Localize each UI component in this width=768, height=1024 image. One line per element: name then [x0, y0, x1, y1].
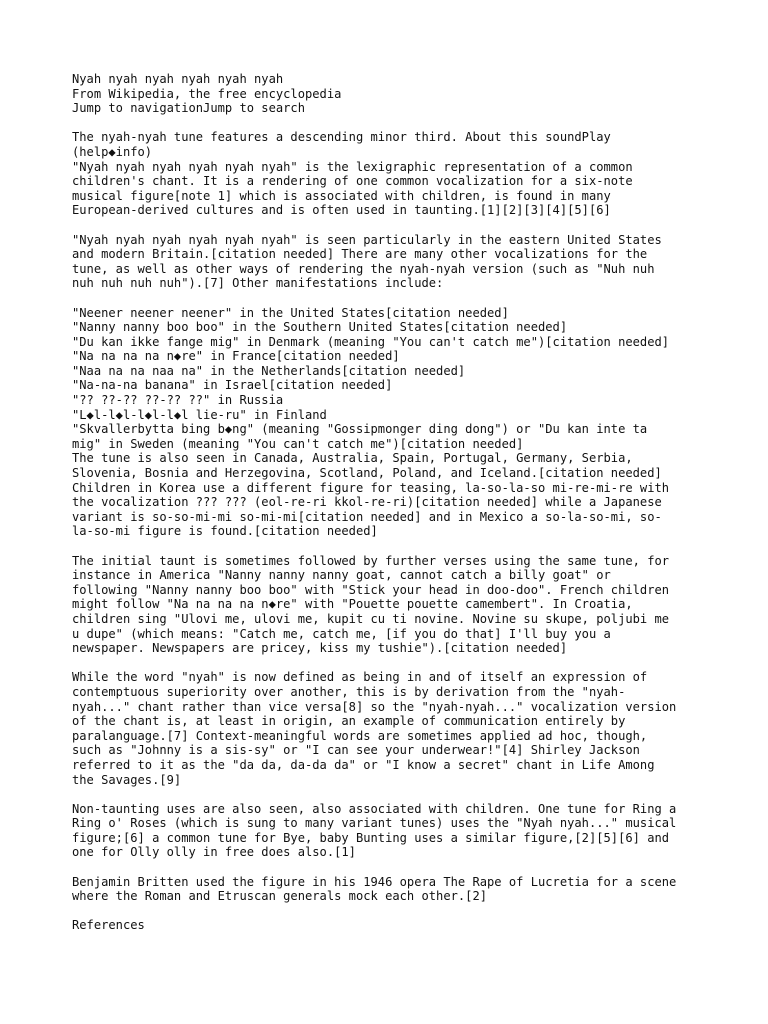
paragraph-gap	[72, 116, 712, 131]
text-line: "Nyah nyah nyah nyah nyah nyah" is seen particularly in the eastern United States	[72, 232, 662, 247]
paragraph-gap	[72, 904, 712, 919]
text-line: "Nyah nyah nyah nyah nyah nyah" is the lexigraphic representation of a common	[72, 159, 633, 174]
paragraph	[72, 670, 712, 787]
text-line: following "Nanny nanny boo boo" with "Stick your head in doo-doo". French children	[72, 582, 670, 597]
text-line: "Naa na na naa na" in the Netherlands[citation needed]	[72, 363, 466, 378]
text-line: the vocalization ??? ??? (eol-re-ri kkol-re-ri)[citation needed] while a Japanese	[72, 495, 662, 510]
text-line: Children in Korea use a different figure for teasing, la-so-la-so mi-re-mi-re with	[72, 480, 670, 495]
article-header	[72, 72, 712, 116]
text-line: tune, as well as other ways of rendering the nyah-nyah version (such as "Nuh nuh	[72, 261, 655, 276]
document-body	[72, 72, 712, 933]
jump-links: Jump to navigationJump to search	[72, 101, 305, 116]
text-line: and modern Britain.[citation needed] There are many other vocalizations for the	[72, 247, 648, 262]
text-line: contemptuous superiority over another, this is by derivation from the "nyah-	[72, 684, 626, 699]
text-line: "Na na na na n◆re" in France[citation needed]	[72, 349, 400, 364]
text-line: "Na-na-na banana" in Israel[citation needed]	[72, 378, 393, 393]
text-line: children sing "Ulovi me, ulovi me, kupit cu ti novine. Novine su skupe, poljubi me	[72, 611, 670, 626]
text-line: paralanguage.[7] Context-meaningful words are sometimes applied ad hoc, though,	[72, 728, 648, 743]
paragraph-gap	[72, 860, 712, 875]
text-line: Slovenia, Bosnia and Herzegovina, Scotland, Poland, and Iceland.[citation needed]	[72, 466, 662, 481]
text-line: References	[72, 918, 145, 933]
text-line: musical figure[note 1] which is associated with children, is found in many	[72, 188, 611, 203]
paragraph-gap	[72, 291, 712, 306]
paragraph	[72, 233, 712, 291]
text-line: Benjamin Britten used the figure in his 1946 opera The Rape of Lucretia for a scene	[72, 874, 677, 889]
text-line: such as "Johnny is a sis-sy" or "I can see your underwear!"[4] Shirley Jackson	[72, 743, 640, 758]
text-line: la-so-mi figure is found.[citation needed]	[72, 524, 378, 539]
text-line: "L◆l-l◆l-l◆l-l◆l lie-ru" in Finland	[72, 407, 327, 422]
text-line: The nyah-nyah tune features a descending minor third. About this soundPlay	[72, 130, 611, 145]
article-title: Nyah nyah nyah nyah nyah nyah	[72, 72, 284, 86]
text-line: The initial taunt is sometimes followed by further verses using the same tune, for	[72, 553, 670, 568]
text-line: "Neener neener neener" in the United States[citation needed]	[72, 305, 509, 320]
text-line: nyah..." chant rather than vice versa[8] so the "nyah-nyah..." vocalization version	[72, 699, 677, 714]
text-line: variant is so-so-mi-mi so-mi-mi[citation needed] and in Mexico a so-la-so-mi, so-	[72, 509, 662, 524]
article-paragraphs	[72, 130, 712, 933]
text-line: mig" in Sweden (meaning "You can't catch me")[citation needed]	[72, 436, 524, 451]
text-line: "?? ??-?? ??-?? ??" in Russia	[72, 393, 284, 408]
text-line: nuh nuh nuh nuh").[7] Other manifestations include:	[72, 276, 444, 291]
paragraph	[72, 130, 712, 218]
text-line: newspaper. Newspapers are pricey, kiss my tushie").[citation needed]	[72, 641, 568, 656]
text-line: of the chant is, at least in origin, an example of communication entirely by	[72, 714, 626, 729]
text-line: children's chant. It is a rendering of one common vocalization for a six-note	[72, 174, 633, 189]
paragraph	[72, 306, 712, 540]
paragraph-gap	[72, 539, 712, 554]
paragraph	[72, 554, 712, 656]
text-line: Ring o' Roses (which is sung to many variant tunes) uses the "Nyah nyah..." musical	[72, 816, 677, 831]
paragraph	[72, 875, 712, 904]
paragraph-gap	[72, 218, 712, 233]
paragraph-gap	[72, 787, 712, 802]
paragraph-gap	[72, 656, 712, 671]
text-line: instance in America "Nanny nanny nanny goat, cannot catch a billy goat" or	[72, 568, 611, 583]
text-line: figure;[6] a common tune for Bye, baby Bunting uses a similar figure,[2][5][6] and	[72, 830, 670, 845]
text-line: (help◆info)	[72, 144, 153, 159]
text-line: The tune is also seen in Canada, Australia, Spain, Portugal, Germany, Serbia,	[72, 451, 633, 466]
text-line: European-derived cultures and is often used in taunting.[1][2][3][4][5][6]	[72, 203, 611, 218]
text-line: u dupe" (which means: "Catch me, catch me, [if you do that] I'll buy you a	[72, 626, 611, 641]
text-line: might follow "Na na na na n◆re" with "Pouette pouette camembert". In Croatia,	[72, 597, 633, 612]
text-line: "Skvallerbytta bing b◆ng" (meaning "Gossipmonger ding dong") or "Du kan inte ta	[72, 422, 648, 437]
text-line: "Du kan ikke fange mig" in Denmark (meaning "You can't catch me")[citation needed]	[72, 334, 670, 349]
text-line: referred to it as the "da da, da-da da" or "I know a secret" chant in Life Among	[72, 757, 655, 772]
text-line: where the Roman and Etruscan generals mock each other.[2]	[72, 889, 488, 904]
article-source: From Wikipedia, the free encyclopedia	[72, 86, 342, 101]
text-line: While the word "nyah" is now defined as being in and of itself an expression of	[72, 670, 648, 685]
text-line: the Savages.[9]	[72, 772, 182, 787]
text-line: one for Olly olly in free does also.[1]	[72, 845, 356, 860]
references-heading-block	[72, 918, 712, 933]
text-line: Non-taunting uses are also seen, also associated with children. One tune for Ring a	[72, 801, 677, 816]
paragraph	[72, 802, 712, 860]
text-line: "Nanny nanny boo boo" in the Southern United States[citation needed]	[72, 320, 568, 335]
